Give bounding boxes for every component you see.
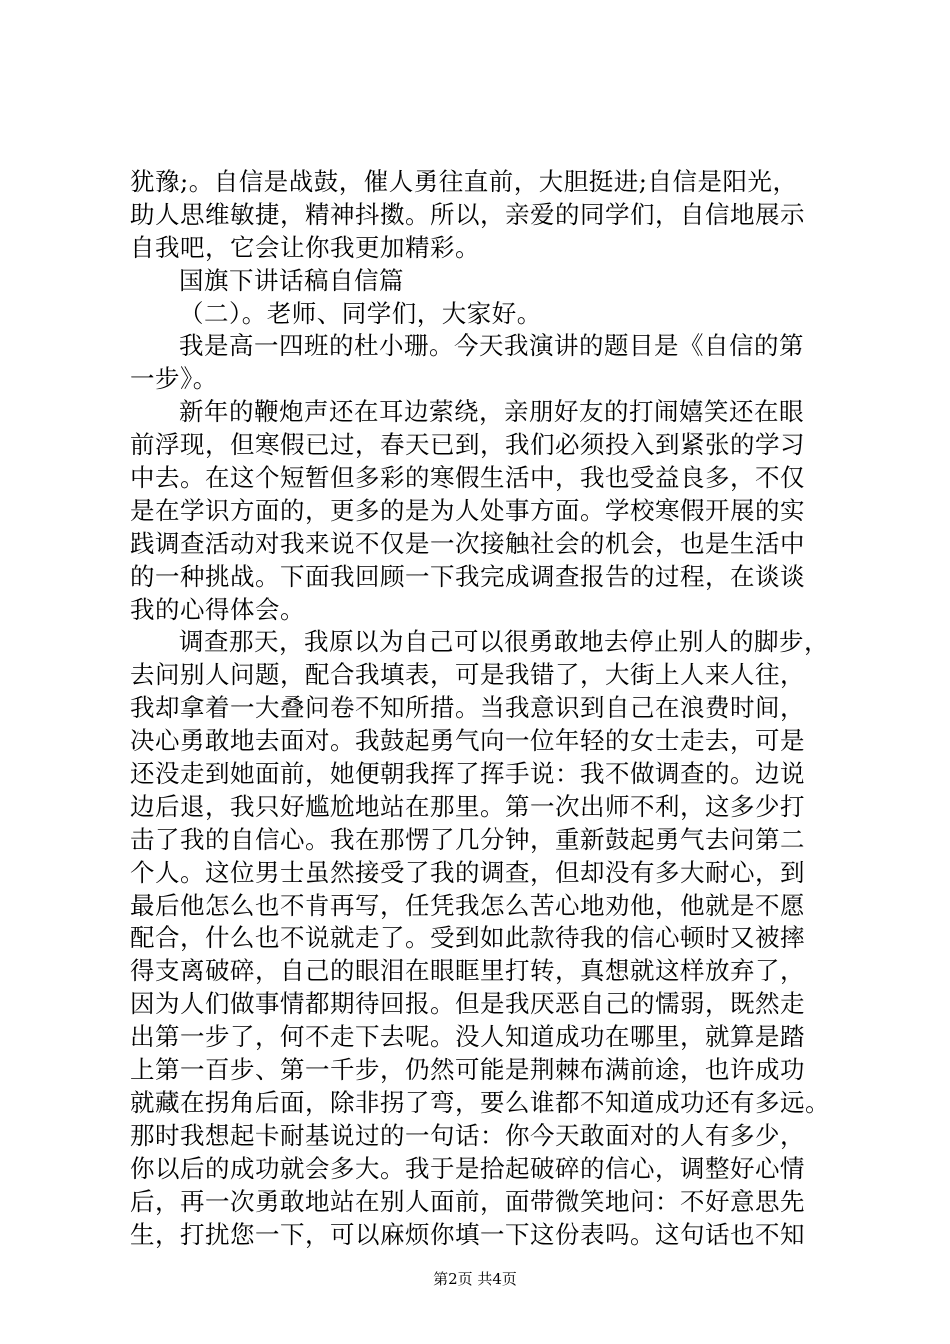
text-line: 就藏在拐角后面，除非拐了弯，要么谁都不知道成功还有多远。 [130, 1087, 830, 1117]
text-line: 犹豫;。自信是战鼓，催人勇往直前，大胆挺进;自信是阳光， [130, 167, 798, 196]
text-line: 那时我想起卡耐基说过的一句话：你今天敢面对的人有多少， [130, 1120, 805, 1150]
text-line: 最后他怎么也不肯再写，任凭我怎么苦心地劝他，他就是不愿 [130, 890, 805, 920]
text-line: 调查那天，我原以为自己可以很勇敢地去停止别人的脚步， [179, 627, 829, 657]
text-line: 去问别人问题，配合我填表，可是我错了，大街上人来人往， [130, 660, 805, 690]
text-line: 的一种挑战。下面我回顾一下我完成调查报告的过程，在谈谈 [130, 561, 805, 591]
text-line: 自我吧，它会让你我更加精彩。 [130, 232, 480, 262]
text-line: 击了我的自信心。我在那愣了几分钟，重新鼓起勇气去问第二 [130, 824, 805, 854]
text-line: 一步》。 [130, 364, 218, 394]
text-line: 还没走到她面前，她便朝我挥了挥手说：我不做调查的。边说 [130, 759, 805, 789]
text-line: 生，打扰您一下，可以麻烦你填一下这份表吗。这句话也不知 [130, 1219, 805, 1249]
text-line: 新年的鞭炮声还在耳边萦绕，亲朋好友的打闹嬉笑还在眼 [179, 397, 804, 427]
text-line: 前浮现，但寒假已过，春天已到，我们必须投入到紧张的学习 [130, 430, 805, 460]
text-line: 决心勇敢地去面对。我鼓起勇气向一位年轻的女士走去，可是 [130, 726, 805, 756]
text-line: 得支离破碎，自己的眼泪在眼眶里打转，真想就这样放弃了， [130, 956, 805, 986]
text-line: 践调查活动对我来说不仅是一次接触社会的机会，也是生活中 [130, 528, 805, 558]
text-line: 国旗下讲话稿自信篇 [179, 265, 404, 295]
text-line: 个人。这位男士虽然接受了我的调查，但却没有多大耐心，到 [130, 857, 805, 887]
text-line: 助人思维敏捷，精神抖擞。所以，亲爱的同学们，自信地展示 [130, 199, 805, 229]
text-line: 你以后的成功就会多大。我于是拾起破碎的信心，调整好心情 [130, 1153, 805, 1183]
text-line: 中去。在这个短暂但多彩的寒假生活中，我也受益良多，不仅 [130, 463, 805, 493]
document-body [130, 166, 850, 1251]
text-line: 出第一步了，何不走下去呢。没人知道成功在哪里，就算是踏 [130, 1022, 805, 1052]
text-line: 是在学识方面的，更多的是为人处事方面。学校寒假开展的实 [130, 495, 805, 525]
text-line: 后，再一次勇敢地站在别人面前，面带微笑地问：不好意思先 [130, 1186, 805, 1216]
text-line: 因为人们做事情都期待回报。但是我厌恶自己的懦弱，既然走 [130, 989, 805, 1019]
text-line: 边后退，我只好尴尬地站在那里。第一次出师不利，这多少打 [130, 791, 805, 821]
text-line: 上第一百步、第一千步，仍然可能是荆棘布满前途，也许成功 [130, 1055, 805, 1085]
text-line: 我是高一四班的杜小珊。今天我演讲的题目是《自信的第 [179, 331, 804, 361]
text-line: 我的心得体会。 [130, 594, 305, 624]
text-line: 我却拿着一大叠问卷不知所措。当我意识到自己在浪费时间， [130, 693, 805, 723]
text-line: 配合，什么也不说就走了。受到如此款待我的信心顿时又被摔 [130, 923, 805, 953]
text-line: （二）。老师、同学们，大家好。 [179, 298, 542, 328]
page-footer: 第2页 共4页 [433, 1270, 517, 1288]
